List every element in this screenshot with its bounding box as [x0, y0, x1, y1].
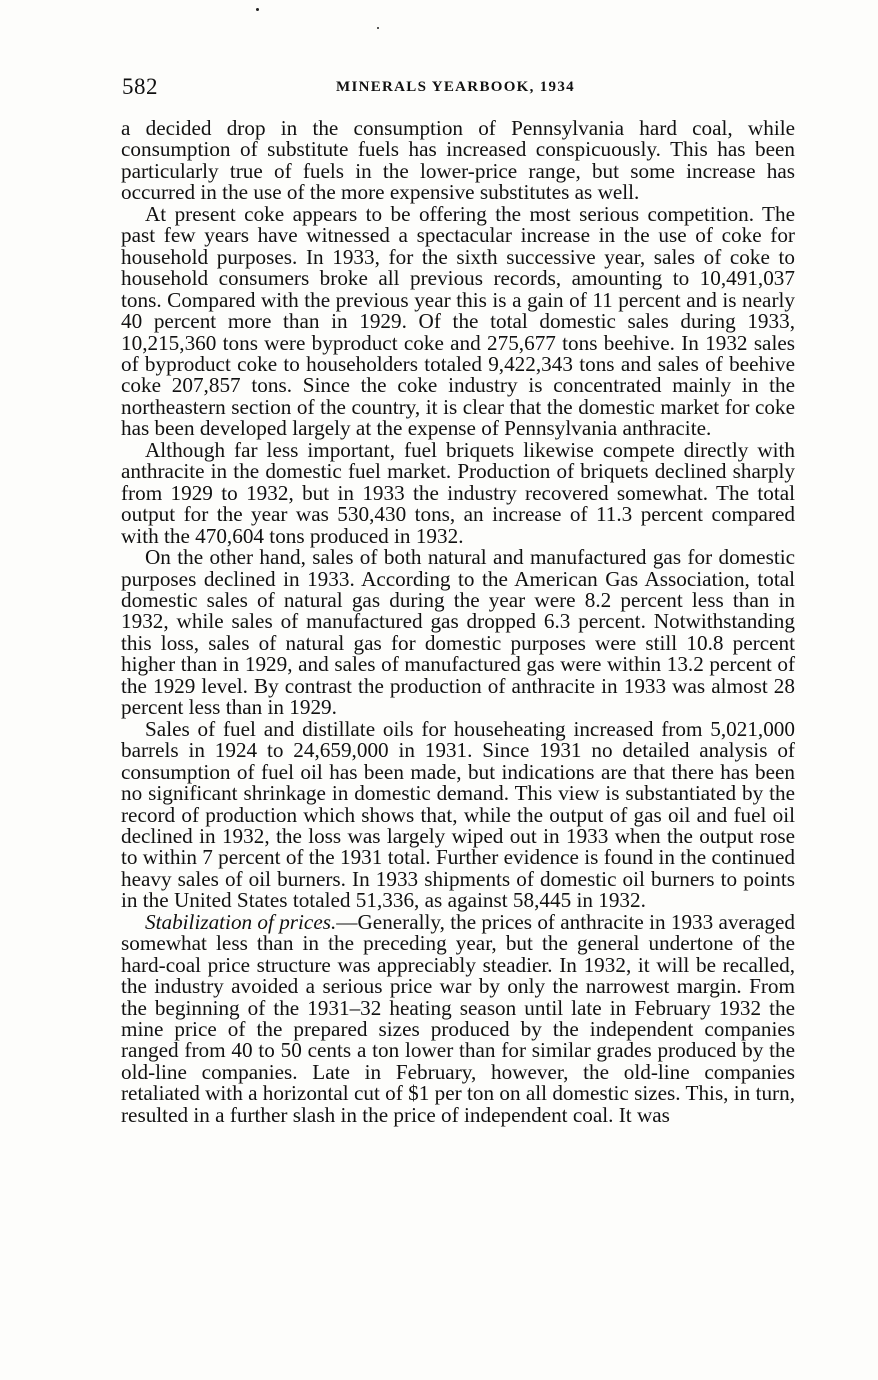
paragraph-text: At present coke appears to be offering the most serious competition. The past few years have witnessed a spectacular increase in the use of coke for household purposes. In 1933, for the sixth successive year, sales of coke to household consumers broke all previous records, amounting to 10,491,037 tons. Compared with the previous year this is a gain of 11 percent and is nearly 40 percent more than in 1929. Of the total domestic sales during 1933, 10,215,360 tons were byproduct coke and 275,677 tons beehive. In 1932 sales of byproduct coke to householders totaled 9,422,343 tons and sales of beehive coke 207,857 tons. Since the coke industry is concentrated mainly in the northeastern section of the country, it is clear that the domestic market for coke has been developed largely at the expense of Pennsylvania anthracite. — [121, 201, 795, 441]
paragraph-text: Although far less important, fuel briquets likewise compete directly with anthracite in the domestic fuel market. Production of briquets declined sharply from 1929 to 1932, but in 1933 the industry recovered somewhat. The total output for the year was 530,430 tons, an increase of 11.3 percent compared with the 470,604 tons produced in 1932. — [121, 437, 795, 548]
page-header — [122, 74, 794, 104]
running-head: MINERALS YEARBOOK, 1934 — [336, 79, 575, 95]
scan-speck — [377, 27, 379, 29]
paragraph — [121, 909, 795, 1127]
paragraph — [121, 201, 795, 441]
paragraph — [121, 547, 795, 719]
section-lead-italic: Stabilization of prices. — [145, 909, 337, 934]
paragraph-text: a decided drop in the consumption of Pennsylvania hard coal, while consumption of substitute fuels has increased conspicuously. This has been particularly true of fuels in the lower-price range, but some increase has occurred in the use of the more expensive substitutes as well. — [121, 116, 795, 205]
paragraph — [121, 716, 795, 913]
page-number: 582 — [122, 74, 158, 99]
paragraph — [121, 118, 795, 204]
scan-speck — [256, 8, 259, 11]
paragraph-text: —Generally, the prices of anthracite in 1933 averaged somewhat less than in the preceding year, but the general undertone of the hard-coal price structure was appreciably steadier. In 1932, it will be recalled, the industry avoided a serious price war by only the narrowest margin. From the beginning of the 1931–32 heating season until late in February 1932 the mine price of the prepared sizes produced by the independent companies ranged from 40 to 50 cents a ton lower than for similar grades produced by the old-line companies. Late in February, however, the old-line companies retaliated with a horizontal cut of $1 per ton on all domestic sizes. This, in turn, resulted in a further slash in the price of independent coal. It was — [121, 909, 795, 1127]
paragraph — [121, 437, 795, 548]
paragraph-text: On the other hand, sales of both natural and manufactured gas for domestic purposes declined in 1933. According to the American Gas Association, total domestic sales of natural gas during the year were 8.2 percent less than in 1932, while sales of manufactured gas dropped 6.3 percent. Notwithstanding this loss, sales of natural gas for domestic purposes were still 10.8 percent higher than in 1929, and sales of manufactured gas were within 13.2 percent of the 1929 level. By contrast the production of anthracite in 1933 was almost 28 percent less than in 1929. — [121, 545, 795, 720]
paragraph-text: Sales of fuel and distillate oils for househeating increased from 5,021,000 barrels in 1924 to 24,659,000 in 1931. Since 1931 no detailed analysis of consumption of fuel oil has been made, but indications are that there has been no significant shrinkage in domestic demand. This view is substantiated by the record of production which shows that, while the output of gas oil and fuel oil declined in 1932, the loss was largely wiped out in 1933 when the output rose to within 7 percent of the 1931 total. Further evidence is found in the continued heavy sales of oil burners. In 1933 shipments of domestic oil burners to points in the United States totaled 51,336, as against 58,445 in 1932. — [121, 716, 795, 913]
body-text — [121, 118, 795, 1278]
